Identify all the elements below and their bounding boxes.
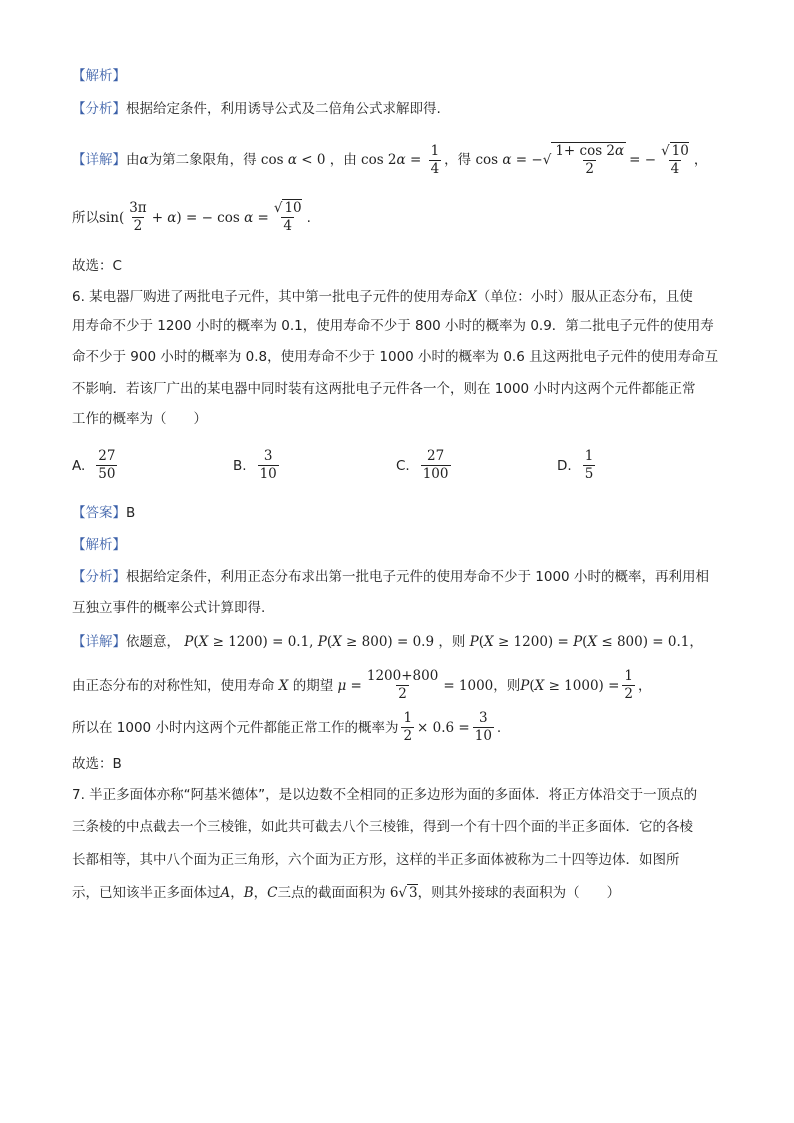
q7-stem-4: 示，已知该半正多面体过A，B，C三点的截面面积为 6√ 3，则其外接球的表面积为（ ） [72, 885, 621, 901]
q6-hint-1: 【分析】根据给定条件，利用正态分布求出第一批电子元件的使用寿命不少于 1000 小时的概率，再利用相 [72, 569, 709, 585]
q6-choose: 故选：B [72, 756, 122, 772]
q7-stem-1: 7. 半正多面体亦称“阿基米德体”，是以边数不全相同的正多边形为面的多面体．将正方体沿交于一顶点的 [72, 787, 698, 803]
analysis-tag: 【解析】 [72, 68, 126, 84]
q5-choose: 故选：C [72, 258, 122, 274]
q6-stem-3: 命不少于 900 小时的概率为 0.8，使用寿命不少于 1000 小时的概率为 0.6 且这两批电子元件的使用寿命互 [72, 349, 719, 365]
q5-hint-line: 【分析】根据给定条件，利用诱导公式及二倍角公式求解即得. [72, 101, 441, 117]
q6-detail-3: 所以在 1000 小时内这两个元件都能正常工作的概率为 $\frac{1}{2}$ × 0.6 = $\frac{3}{10}$ . [72, 710, 502, 744]
q6-option-d: D. $\frac{1}{5}$ [557, 448, 594, 482]
q6-stem-5: 工作的概率为（ ） [72, 411, 207, 427]
q5-so-line: 所以 sin( $\frac{3\pi}{2}$ + α) = − cos α = $\frac{√ 10}{4}$ . [72, 200, 311, 234]
q6-option-c: C. $\frac{27}{100}$ [396, 448, 449, 482]
q7-stem-2: 三条棱的中点截去一个三棱锥，如此共可截去八个三棱锥，得到一个有十四个面的半正多面体．它的各棱 [72, 819, 693, 835]
q6-hint-2: 互独立事件的概率公式计算即得. [72, 600, 266, 616]
q6-detail-2: 由正态分布的对称性知，使用寿命 X 的期望 μ = $\frac{1200+800}{2}$ = 1000 ，则 P(X ≥ 1000) = $\frac{1}{2}$ ， [72, 668, 652, 702]
q6-stem-2: 用寿命不少于 1200 小时的概率为 0.1，使用寿命不少于 800 小时的概率为 0.9．第二批电子元件的使用寿 [72, 318, 714, 334]
q6-stem-1: 6. 某电器厂购进了两批电子元件，其中第一批电子元件的使用寿命X（单位：小时）服从正态分布，且使 [72, 289, 693, 305]
q7-stem-3: 长都相等，其中八个面为正三角形，六个面为正方形，这样的半正多面体被称为二十四等边体．如图所 [72, 852, 680, 868]
q5-detail-line: 【详解】 由 α 为第二象限角，得 cos α < 0 ，由 cos 2α = $\frac{1}{4}$ ，得 cos α = − √ $\frac{1+ \cos 2\alpha}{2}$ = − $\frac{√ 10}{4}$ ， [72, 142, 708, 177]
q6-stem-4: 不影响．若该厂广出的某电器中同时装有这两批电子元件各一个，则在 1000 小时内这两个元件都能正常 [72, 381, 696, 397]
q6-option-b: B. $\frac{3}{10}$ [233, 448, 277, 482]
q6-analysis-tag: 【解析】 [72, 537, 126, 553]
q6-option-a: A. $\frac{27}{50}$ [72, 448, 116, 482]
q6-detail-1: 【详解】依题意， P(X ≥ 1200) = 0.1, P(X ≥ 800) = 0.9 ，则 P(X ≥ 1200) = P(X ≤ 800) = 0.1， [72, 634, 703, 650]
q6-answer: 【答案】B [72, 505, 136, 521]
